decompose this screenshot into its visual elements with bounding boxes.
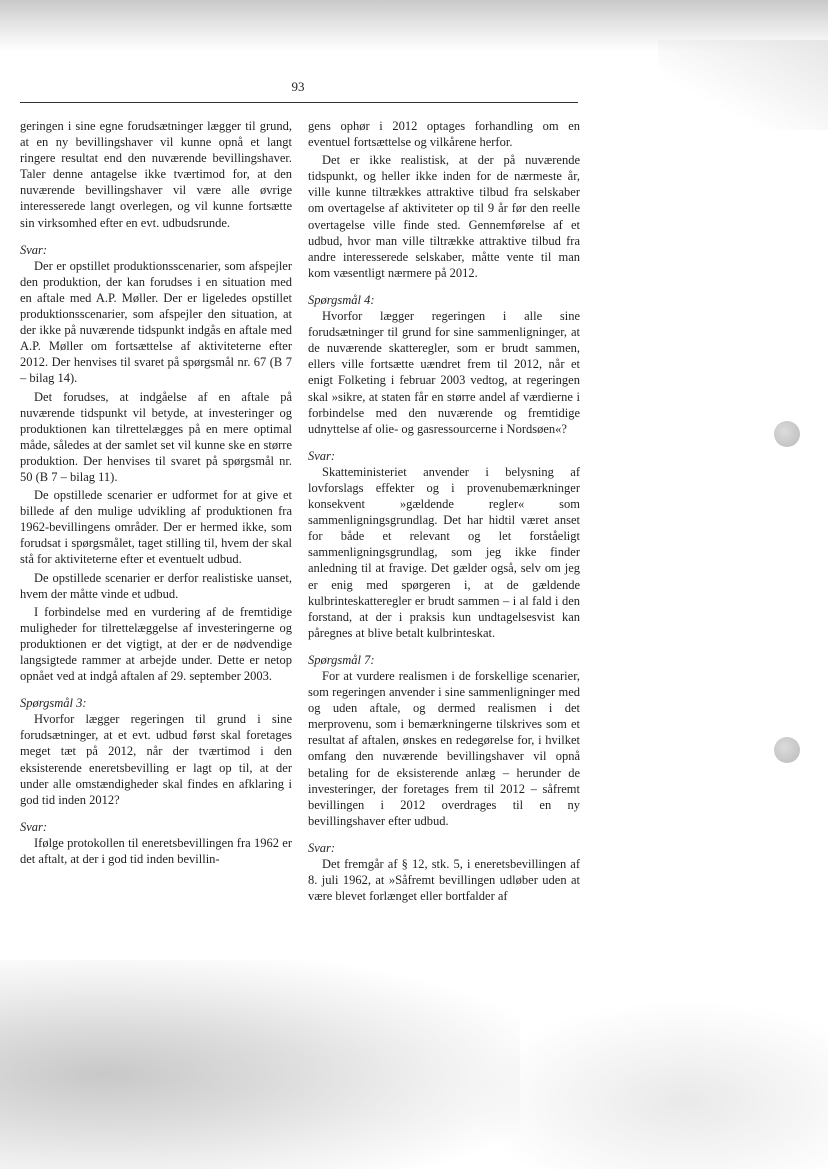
paragraph: gens ophør i 2012 optages forhandling om en eventuel fortsættelse og vilkårene herfor. xyxy=(308,119,580,150)
paragraph: geringen i sine egne forudsætninger lægger til grund, at en ny bevillingshaver vil kunne opnå et langt ringere resultat end den nuværende bevillingshaver. Taler denne antagelse ikke tværtimod for, at den nuværende bevillingshaver vil være alle øvrige interesserede langt overlegen, og vil kunne fortsætte sin virksomhed efter en evt. udbudsrunde. xyxy=(20,119,292,230)
scan-shadow-bottom-right xyxy=(470,1000,828,1169)
paragraph: For at vurdere realismen i de forskellige scenarier, som regeringen anvender i sine sammenligninger med og uden aftale, og dermed realismen i det merprovenu, som i bemærkningerne tilskrives som et resultat af aftalen, ønskes en redegørelse for, i hvilket omfang den nuværende bevillingshaver vil opnå betaling for de eksisterende anlæg – herunder de investeringer, der foretages frem til 2012 – såfremt bevillingen i 2012 overdrages til en ny bevillingshaver efter udbud. xyxy=(308,669,580,828)
paragraph: Det fremgår af § 12, stk. 5, i eneretsbevillingen af 8. juli 1962, at »Såfremt bevillingen udløber uden at være blevet forlænget eller bortfalder af xyxy=(308,857,580,904)
right-column xyxy=(308,118,580,904)
paragraph: I forbindelse med en vurdering af de fremtidige muligheder for tilrettelæggelse af investeringerne og produktionen er det vigtigt, at der er de nødvendige langsigtede rammer at arbejde under. Dette er netop opnået ved at indgå aftalen af 29. september 2003. xyxy=(20,604,292,684)
paragraph: Det er ikke realistisk, at der på nuværende tidspunkt, og heller ikke inden for de nærmeste år, ville kunne tiltrækkes attraktive tilbud fra selskaber om overtagelse af aktiviteter op til 9 år før den reelle overtagelse ville finde sted. Gennemførelse af et udbud, hvor man ville tiltrække attraktive tilbud fra andre interesserede selskaber, måtte vente til man kom væsentligt nærmere på 2012. xyxy=(308,153,580,280)
paragraph: Hvorfor lægger regeringen til grund i sine forudsætninger, at et evt. udbud først skal foretages meget tæt på 2012, når der tværtimod i den eksisterende eneretsbevilling er lagt op til, at der under alle omstændigheder skal findes en afklaring i god tid inden 2012? xyxy=(20,712,292,807)
paragraph: Skatteministeriet anvender i belysning af lovforslags effekter og i provenubemærkninger konsekvent »gældende regler« som sammenligningsgrundlag. Det har hidtil været anset for både et relevant og let forståeligt sammenligningsgrundlag, som jeg ikke finder anledning til at fravige. Det gælder også, selv om jeg er enig med spørgeren i, at de gældende kulbrinteskatteregler er brudt sammen – i al fald i den forstand, at der i praksis kun undtagelsesvist kan påregnes at blive betalt kulbrinteskat. xyxy=(308,464,580,640)
paragraph: Det forudses, at indgåelse af en aftale på nuværende tidspunkt vil betyde, at investeringer og produktionen kan tilrettelægges på en mere optimal måde, således at der samlet set vil kunne ske en større produktion. Der henvises til svaret på spørgsmål nr. 50 (B 7 – bilag 11). xyxy=(20,389,292,484)
paragraph: Der er opstillet produktionsscenarier, som afspejler den produktion, der kan forudses i en situation med en aftale med A.P. Møller. Der er ligeledes opstillet produktionsscenarier, som afspejler den situation, at der ikke på nuværende tidspunkt indgås en aftale med A.P. Møller om fortsættelse af aktiviteterne efter 2012. Der henvises til svaret på spørgsmål nr. 67 (B 7 – bilag 14). xyxy=(20,258,292,386)
scan-shadow-bottom xyxy=(0,960,520,1169)
section-heading: Svar: xyxy=(308,840,336,855)
punch-hole-upper xyxy=(774,421,800,447)
section-heading: Spørgsmål 3: xyxy=(20,696,87,711)
section-heading: Svar: xyxy=(20,819,48,834)
paragraph: Ifølge protokollen til eneretsbevillingen fra 1962 er det aftalt, at der i god tid inden bevillin- xyxy=(20,835,292,867)
paragraph: De opstillede scenarier er derfor realistiske uanset, hvem der måtte vinde et udbud. xyxy=(20,570,292,601)
left-column xyxy=(20,118,292,867)
section-heading: Svar: xyxy=(308,448,336,463)
section-heading: Spørgsmål 4: xyxy=(308,292,375,307)
page-number: 93 xyxy=(291,79,305,94)
scan-shadow-top-right xyxy=(658,40,828,130)
section-heading: Svar: xyxy=(20,242,48,257)
punch-hole-lower xyxy=(774,737,800,763)
paragraph: De opstillede scenarier er udformet for at give et billede af den mulige udvikling af produktionen fra 1962-bevillingens områder. Der er hermed ikke, som forudsat i spørgsmålet, taget stilling til, hvem der skal stå for aktiviteterne efter et eventuelt udbud. xyxy=(20,488,292,567)
header-rule xyxy=(20,102,578,103)
paragraph: Hvorfor lægger regeringen i alle sine forudsætninger til grund for sine sammenligninger, at de nuværende skatteregler, som er brudt sammen, ellers ville fortsætte uændret frem til 2012, når et enigt Folketing i februar 2003 vedtog, at regeringen skal »sikre, at staten får en større andel af værdierne i forbindelse med den nuværende og fremtidige udnyttelse af olie- og gasressourcerne i Nordsøen«? xyxy=(308,309,580,436)
section-heading: Spørgsmål 7: xyxy=(308,652,375,667)
